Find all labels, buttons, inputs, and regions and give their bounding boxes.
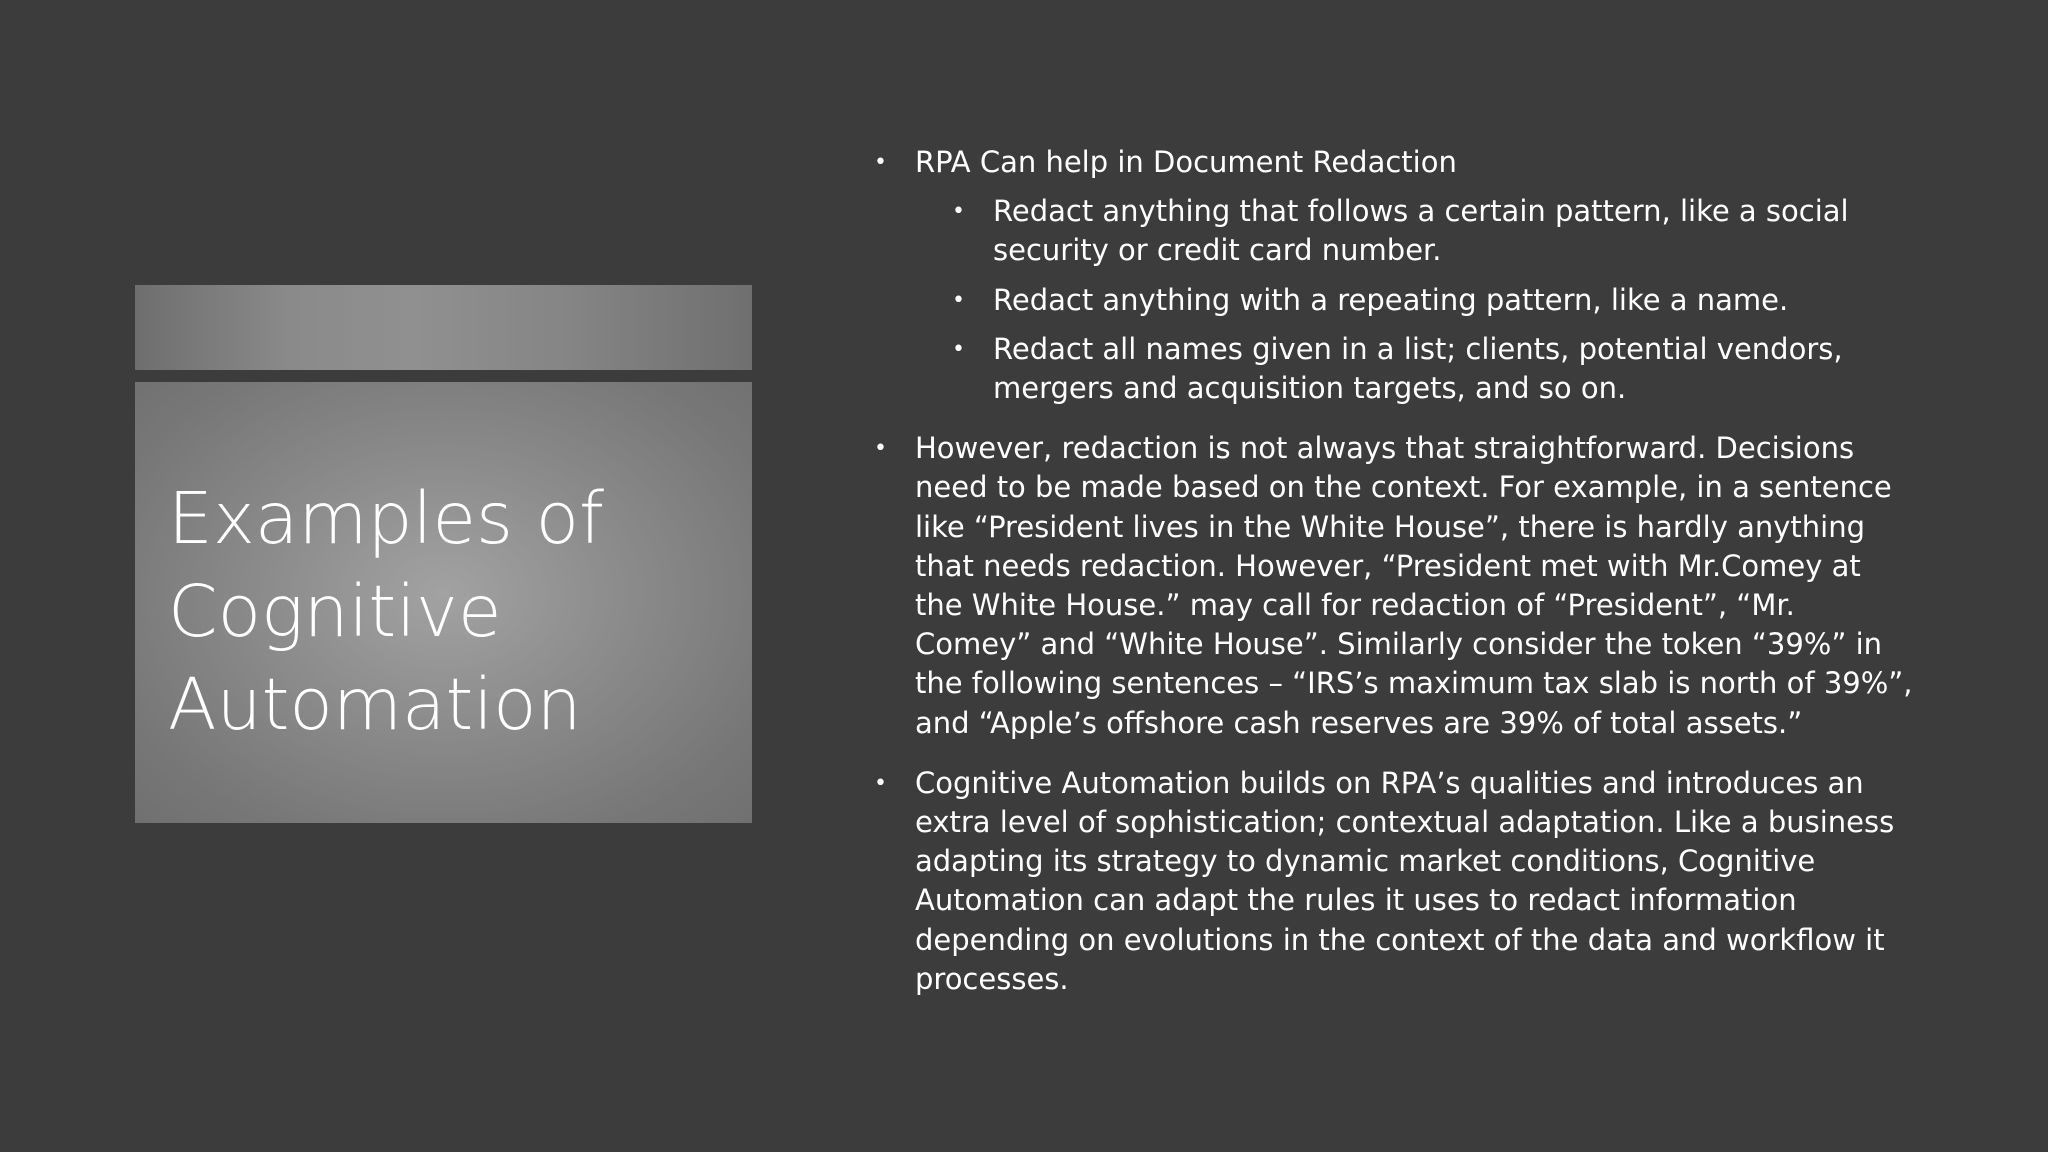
bullet-dot-icon: • bbox=[874, 150, 887, 175]
sub-bullet-item-repeating bbox=[874, 281, 1914, 320]
sub-bullet-text: Redact anything that follows a certain pattern, like a social security or credit card number. bbox=[993, 194, 1849, 268]
bullet-dot-icon: • bbox=[874, 436, 887, 462]
bullet-item-cognitive bbox=[874, 764, 1914, 999]
bullet-text: RPA Can help in Document Redaction bbox=[915, 145, 1457, 179]
bullet-dot-icon: • bbox=[952, 287, 965, 313]
slide-title-line-3: Automation bbox=[168, 663, 582, 746]
bullet-list bbox=[874, 143, 1914, 999]
bullet-dot-icon: • bbox=[874, 770, 887, 796]
sub-bullet-text: Redact anything with a repeating pattern, like a name. bbox=[993, 282, 1789, 317]
sub-bullet-item-pattern bbox=[874, 192, 1914, 270]
bullet-text: However, redaction is not always that straightforward. Decisions need to be made based on the context. For example, in a sentence like “President lives in the White House”, there is hardly anything that needs redaction. However, “President met with Mr.Comey at the White House.” may call for redaction of “President”, “Mr. Comey” and “White House”. Similarly consider the token “39%” in the following sentences – “IRS’s maximum tax slab is north of 39%”, and “Apple’s offshore cash reserves are 39% of total assets.” bbox=[915, 431, 1913, 740]
bullet-text: Cognitive Automation builds on RPA’s qualities and introduces an extra level of sophistication; contextual adaptation. Like a business adapting its strategy to dynamic market conditions, Cognitive Automation can adapt the rules it uses to redact information depending on evolutions in the context of the data and workflow it processes. bbox=[915, 765, 1895, 996]
slide-title bbox=[168, 472, 728, 751]
bullet-dot-icon: • bbox=[952, 336, 965, 362]
title-accent-bar bbox=[135, 285, 752, 370]
bullet-item-context bbox=[874, 429, 1914, 743]
title-panel bbox=[135, 382, 752, 823]
sub-bullet-item-names-list bbox=[874, 330, 1914, 408]
sub-bullet-list bbox=[915, 192, 1914, 408]
slide-title-line-1: Examples of bbox=[168, 477, 605, 560]
bullet-dot-icon: • bbox=[952, 199, 965, 225]
slide-title-line-2: Cognitive bbox=[168, 570, 502, 653]
bullet-item-rpa-redaction bbox=[874, 143, 1914, 408]
slide-content bbox=[874, 143, 1914, 1020]
sub-bullet-text: Redact all names given in a list; clients, potential vendors, mergers and acquisition targets, and so on. bbox=[993, 331, 1843, 406]
